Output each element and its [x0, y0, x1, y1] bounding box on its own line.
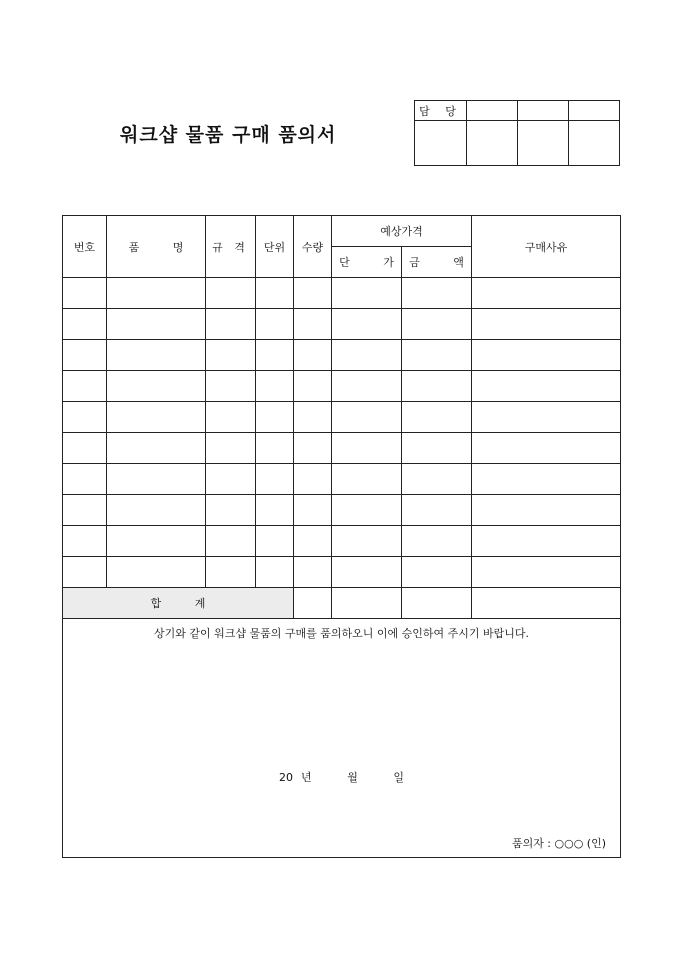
cell-number[interactable]: [63, 526, 107, 557]
cell-number[interactable]: [63, 340, 107, 371]
cell-reason[interactable]: [472, 526, 621, 557]
table-row: [63, 495, 621, 526]
table-row: [63, 278, 621, 309]
cell-number[interactable]: [63, 495, 107, 526]
date-day-label: 일: [393, 771, 404, 784]
cell-amount[interactable]: [402, 526, 472, 557]
cell-quantity[interactable]: [294, 309, 332, 340]
cell-quantity[interactable]: [294, 278, 332, 309]
table-row: [63, 309, 621, 340]
cell-unit-price[interactable]: [332, 433, 402, 464]
table-row: [63, 371, 621, 402]
cell-unit-price[interactable]: [332, 495, 402, 526]
header-spec: 규 격: [206, 216, 256, 278]
cell-quantity[interactable]: [294, 340, 332, 371]
cell-amount[interactable]: [402, 340, 472, 371]
purchase-table: [62, 215, 621, 858]
cell-amount[interactable]: [402, 495, 472, 526]
cell-amount[interactable]: [402, 557, 472, 588]
cell-unit-price[interactable]: [332, 340, 402, 371]
cell-unit-price[interactable]: [332, 371, 402, 402]
cell-item-name[interactable]: [107, 557, 206, 588]
cell-unit[interactable]: [256, 495, 294, 526]
cell-amount[interactable]: [402, 402, 472, 433]
cell-amount[interactable]: [402, 278, 472, 309]
total-amount-cell[interactable]: [402, 588, 472, 619]
approval-header-cell: [569, 101, 620, 121]
cell-spec[interactable]: [206, 526, 256, 557]
total-label: 합 계: [63, 588, 294, 619]
approval-header-cell: [467, 101, 518, 121]
cell-unit-price[interactable]: [332, 309, 402, 340]
cell-amount[interactable]: [402, 433, 472, 464]
header-estimated-price: 예상가격: [332, 216, 472, 247]
cell-item-name[interactable]: [107, 433, 206, 464]
cell-spec[interactable]: [206, 557, 256, 588]
cell-reason[interactable]: [472, 402, 621, 433]
table-row: [63, 557, 621, 588]
approval-box: [414, 100, 620, 166]
cell-unit[interactable]: [256, 557, 294, 588]
cell-spec[interactable]: [206, 309, 256, 340]
cell-item-name[interactable]: [107, 371, 206, 402]
cell-amount[interactable]: [402, 309, 472, 340]
cell-unit[interactable]: [256, 433, 294, 464]
cell-item-name[interactable]: [107, 278, 206, 309]
date-year-prefix: 20: [279, 771, 294, 784]
approval-header-cell: [518, 101, 569, 121]
cell-quantity[interactable]: [294, 402, 332, 433]
header-number: 번호: [63, 216, 107, 278]
statement-text: 상기와 같이 워크샵 물품의 구매를 품의하오니 이에 승인하여 주시기 바랍니다.: [154, 627, 529, 640]
table-row: [63, 340, 621, 371]
cell-unit[interactable]: [256, 309, 294, 340]
header-unit: 단위: [256, 216, 294, 278]
table-row: [63, 402, 621, 433]
cell-item-name[interactable]: [107, 526, 206, 557]
cell-reason[interactable]: [472, 371, 621, 402]
cell-number[interactable]: [63, 309, 107, 340]
header-reason: 구매사유: [472, 216, 621, 278]
cell-spec[interactable]: [206, 340, 256, 371]
cell-unit-price[interactable]: [332, 526, 402, 557]
cell-unit-price[interactable]: [332, 278, 402, 309]
header-item-name: 품 명: [107, 216, 206, 278]
date-line: [63, 769, 620, 785]
cell-unit-price[interactable]: [332, 402, 402, 433]
table-row: [63, 464, 621, 495]
cell-spec[interactable]: [206, 464, 256, 495]
cell-number[interactable]: [63, 557, 107, 588]
total-quantity-cell[interactable]: [294, 588, 332, 619]
header-unit-price: 단 가: [332, 247, 402, 278]
cell-spec[interactable]: [206, 495, 256, 526]
cell-number[interactable]: [63, 464, 107, 495]
cell-spec[interactable]: [206, 371, 256, 402]
cell-item-name[interactable]: [107, 340, 206, 371]
date-month-label: 월: [347, 771, 358, 784]
cell-reason[interactable]: [472, 433, 621, 464]
cell-reason[interactable]: [472, 340, 621, 371]
cell-spec[interactable]: [206, 433, 256, 464]
cell-quantity[interactable]: [294, 433, 332, 464]
cell-reason[interactable]: [472, 309, 621, 340]
total-reason-cell[interactable]: [472, 588, 621, 619]
cell-reason[interactable]: [472, 495, 621, 526]
table-row: [63, 526, 621, 557]
cell-item-name[interactable]: [107, 464, 206, 495]
cell-unit[interactable]: [256, 402, 294, 433]
table-row: [63, 433, 621, 464]
cell-quantity[interactable]: [294, 495, 332, 526]
total-unit-price-cell[interactable]: [332, 588, 402, 619]
cell-unit[interactable]: [256, 464, 294, 495]
cell-reason[interactable]: [472, 464, 621, 495]
cell-unit-price[interactable]: [332, 464, 402, 495]
approval-sign-cell[interactable]: [518, 121, 569, 166]
cell-unit[interactable]: [256, 340, 294, 371]
date-year-label: 년: [301, 771, 312, 784]
cell-reason[interactable]: [472, 278, 621, 309]
cell-quantity[interactable]: [294, 557, 332, 588]
approval-sign-cell[interactable]: [467, 121, 518, 166]
cell-number[interactable]: [63, 278, 107, 309]
signer-line: 품의자 : ○○○ (인): [511, 837, 607, 850]
cell-unit[interactable]: [256, 371, 294, 402]
cell-reason[interactable]: [472, 557, 621, 588]
cell-quantity[interactable]: [294, 464, 332, 495]
header-quantity: 수량: [294, 216, 332, 278]
cell-item-name[interactable]: [107, 309, 206, 340]
cell-unit[interactable]: [256, 278, 294, 309]
cell-unit[interactable]: [256, 526, 294, 557]
cell-spec[interactable]: [206, 278, 256, 309]
cell-amount[interactable]: [402, 371, 472, 402]
page-title: 워크샵 물품 구매 품의서: [120, 124, 337, 146]
cell-quantity[interactable]: [294, 371, 332, 402]
cell-number[interactable]: [63, 371, 107, 402]
approval-label: 담 당: [415, 101, 467, 121]
cell-item-name[interactable]: [107, 402, 206, 433]
approval-sign-cell[interactable]: [569, 121, 620, 166]
cell-item-name[interactable]: [107, 495, 206, 526]
cell-amount[interactable]: [402, 464, 472, 495]
approval-sign-cell[interactable]: [415, 121, 467, 166]
header-amount: 금 액: [402, 247, 472, 278]
cell-spec[interactable]: [206, 402, 256, 433]
statement-area: [63, 619, 621, 858]
cell-unit-price[interactable]: [332, 557, 402, 588]
cell-number[interactable]: [63, 402, 107, 433]
cell-quantity[interactable]: [294, 526, 332, 557]
cell-number[interactable]: [63, 433, 107, 464]
